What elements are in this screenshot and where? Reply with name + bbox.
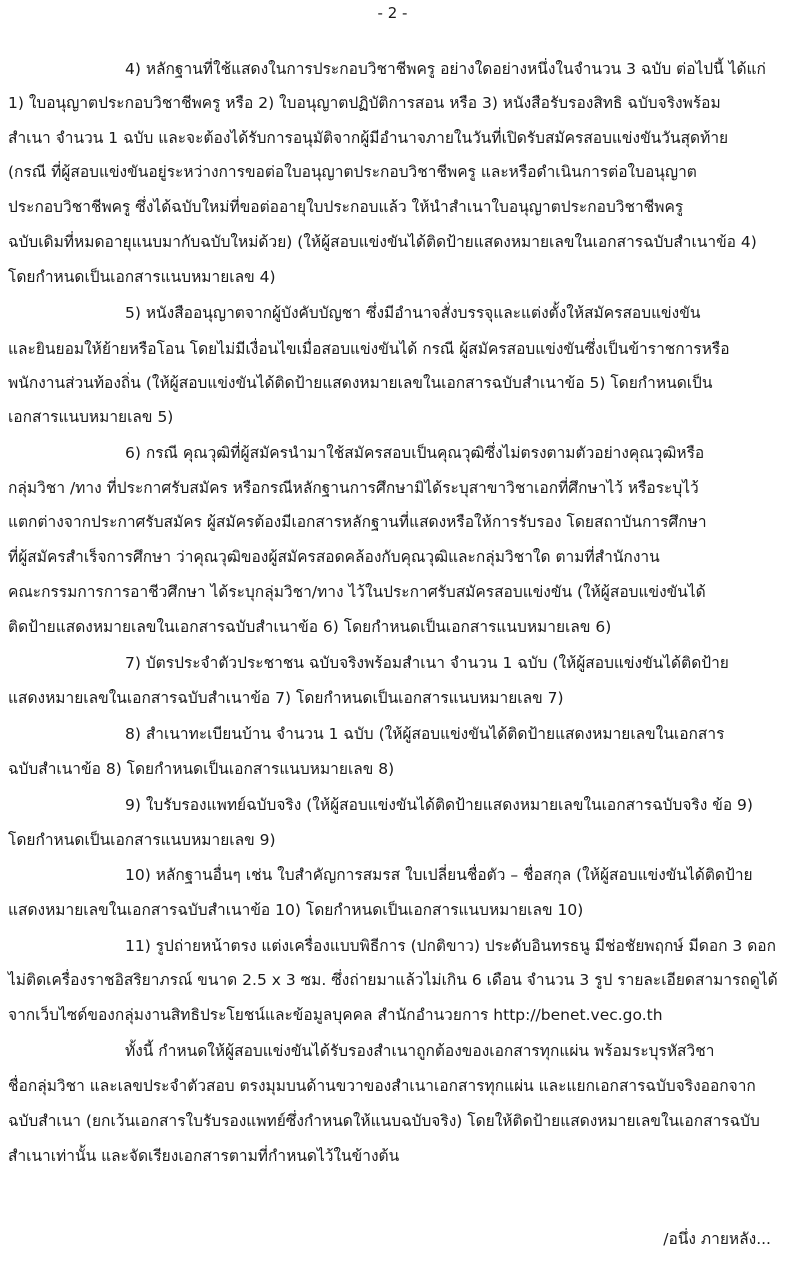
closing-paragraph-line: ทั้งนี้ กำหนดให้ผู้สอบแข่งขันได้รับรองสำเนาถูกต้องของเอกสารทุกแผ่น พร้อมระบุรหัสวิชา [125, 1042, 715, 1060]
closing-paragraph-line: สำเนาเท่านั้น และจัดเรียงเอกสารตามที่กำหนดไว้ในข้างต้น [8, 1147, 400, 1165]
paragraph-4-line: สำเนา จำนวน 1 ฉบับ และจะต้องได้รับการอนุมัติจากผู้มีอำนาจภายในวันที่เปิดรับสมัครสอบแข่งขันวันสุดท้าย [8, 129, 729, 147]
paragraph-5-line: 5) หนังสืออนุญาตจากผู้บังคับบัญชา ซึ่งมีอำนาจสั่งบรรจุและแต่งตั้งให้สมัครสอบแข่งขัน [125, 304, 701, 322]
paragraph-5-line: เอกสารแนบหมายเลข 5) [8, 408, 174, 426]
paragraph-7-line: 7) บัตรประจำตัวประชาชน ฉบับจริงพร้อมสำเนา จำนวน 1 ฉบับ (ให้ผู้สอบแข่งขันได้ติดป้าย [125, 654, 729, 672]
closing-paragraph-line: ชื่อกลุ่มวิชา และเลขประจำตัวสอบ ตรงมุมบนด้านขวาของสำเนาเอกสารทุกแผ่น และแยกเอกสารฉบับจริงออกจาก [8, 1077, 756, 1095]
paragraph-4-line: 1) ใบอนุญาตประกอบวิชาชีพครู หรือ 2) ใบอนุญาตปฏิบัติการสอน หรือ 3) หนังสือรับรองสิทธิ ฉบับจริงพร้อม [8, 94, 721, 112]
paragraph-6-line: กลุ่มวิชา /ทาง ที่ประกาศรับสมัคร หรือกรณีหลักฐานการศึกษามิได้ระบุสาขาวิชาเอกที่ศึกษาไว้ หรือระบุไว้ [8, 479, 699, 497]
page-number: - 2 - [377, 4, 408, 22]
paragraph-9-line: โดยกำหนดเป็นเอกสารแนบหมายเลข 9) [8, 831, 276, 849]
paragraph-8-line: ฉบับสำเนาข้อ 8) โดยกำหนดเป็นเอกสารแนบหมายเลข 8) [8, 760, 395, 778]
paragraph-4-line: ฉบับเดิมที่หมดอายุแนบมากับฉบับใหม่ด้วย) (ให้ผู้สอบแข่งขันได้ติดป้ายแสดงหมายเลขในเอกสารฉบับสำเนาข้อ 4) [8, 233, 757, 251]
paragraph-9-line: 9) ใบรับรองแพทย์ฉบับจริง (ให้ผู้สอบแข่งขันได้ติดป้ายแสดงหมายเลขในเอกสารฉบับจริง ข้อ 9) [125, 796, 753, 814]
paragraph-7-line: แสดงหมายเลขในเอกสารฉบับสำเนาข้อ 7) โดยกำหนดเป็นเอกสารแนบหมายเลข 7) [8, 689, 564, 707]
paragraph-4-line: 4) หลักฐานที่ใช้แสดงในการประกอบวิชาชีพครู อย่างใดอย่างหนึ่งในจำนวน 3 ฉบับ ต่อไปนี้ ได้แก่ [125, 60, 766, 78]
paragraph-5-line: พนักงานส่วนท้องถิ่น (ให้ผู้สอบแข่งขันได้ติดป้ายแสดงหมายเลขในเอกสารฉบับสำเนาข้อ 5) โดยกำหนดเป็น [8, 374, 713, 392]
paragraph-6-line: ติดป้ายแสดงหมายเลขในเอกสารฉบับสำเนาข้อ 6) โดยกำหนดเป็นเอกสารแนบหมายเลข 6) [8, 618, 612, 636]
paragraph-8-line: 8) สำเนาทะเบียนบ้าน จำนวน 1 ฉบับ (ให้ผู้สอบแข่งขันได้ติดป้ายแสดงหมายเลขในเอกสาร [125, 725, 725, 743]
closing-paragraph-line: ฉบับสำเนา (ยกเว้นเอกสารใบรับรองแพทย์ซึ่งกำหนดให้แนบฉบับจริง) โดยให้ติดป้ายแสดงหมายเลขในเอกสารฉบับ [8, 1112, 760, 1130]
paragraph-6-line: แตกต่างจากประกาศรับสมัคร ผู้สมัครต้องมีเอกสารหลักฐานที่แสดงหรือให้การรับรอง โดยสถาบันการศึกษา [8, 513, 707, 531]
paragraph-4-line: ประกอบวิชาชีพครู ซึ่งได้ฉบับใหม่ที่ขอต่ออายุใบประกอบแล้ว ให้นำสำเนาใบอนุญาตประกอบวิชาชีพครู [8, 198, 684, 216]
paragraph-10-line: 10) หลักฐานอื่นๆ เช่น ใบสำคัญการสมรส ใบเปลี่ยนชื่อตัว – ชื่อสกุล (ให้ผู้สอบแข่งขันได้ติดป้าย [125, 866, 753, 884]
paragraph-11-line: 11) รูปถ่ายหน้าตรง แต่งเครื่องแบบพิธีการ (ปกติขาว) ประดับอินทรธนู มีช่อชัยพฤกษ์ มีดอก 3 ดอก [125, 937, 776, 955]
paragraph-6-line: ที่ผู้สมัครสำเร็จการศึกษา ว่าคุณวุฒิของผู้สมัครสอดคล้องกับคุณวุฒิและกลุ่มวิชาใด ตามที่สำนักงาน [8, 548, 660, 566]
paragraph-4-line: (กรณี ที่ผู้สอบแข่งขันอยู่ระหว่างการขอต่อใบอนุญาตประกอบวิชาชีพครู และหรือดำเนินการต่อใบอนุญาต [8, 163, 697, 181]
paragraph-4-line: โดยกำหนดเป็นเอกสารแนบหมายเลข 4) [8, 268, 276, 286]
paragraph-6-line: 6) กรณี คุณวุฒิที่ผู้สมัครนำมาใช้สมัครสอบเป็นคุณวุฒิซึ่งไม่ตรงตามตัวอย่างคุณวุฒิหรือ [125, 444, 705, 462]
paragraph-11-line: ไม่ติดเครื่องราชอิสริยาภรณ์ ขนาด 2.5 x 3 ซม. ซึ่งถ่ายมาแล้วไม่เกิน 6 เดือน จำนวน 3 รูป รายละเอียดสามารถดูได้ [8, 971, 778, 989]
paragraph-11-line: จากเว็บไซด์ของกลุ่มงานสิทธิประโยชน์และข้อมูลบุคคล สำนักอำนวยการ http://benet.vec.go.th [8, 1006, 663, 1024]
paragraph-10-line: แสดงหมายเลขในเอกสารฉบับสำเนาข้อ 10) โดยกำหนดเป็นเอกสารแนบหมายเลข 10) [8, 901, 584, 919]
paragraph-6-line: คณะกรรมการการอาชีวศึกษา ได้ระบุกลุ่มวิชา/ทาง ไว้ในประกาศรับสมัครสอบแข่งขัน (ให้ผู้สอบแข่งขันได้ [8, 583, 706, 601]
paragraph-5-line: และยินยอมให้ย้ายหรือโอน โดยไม่มีเงื่อนไขเมื่อสอบแข่งขันได้ กรณี ผู้สมัครสอบแข่งขันซึ่งเป็นข้าราชการหรือ [8, 340, 730, 358]
continuation-note: /อนึ่ง ภายหลัง... [663, 1230, 771, 1248]
